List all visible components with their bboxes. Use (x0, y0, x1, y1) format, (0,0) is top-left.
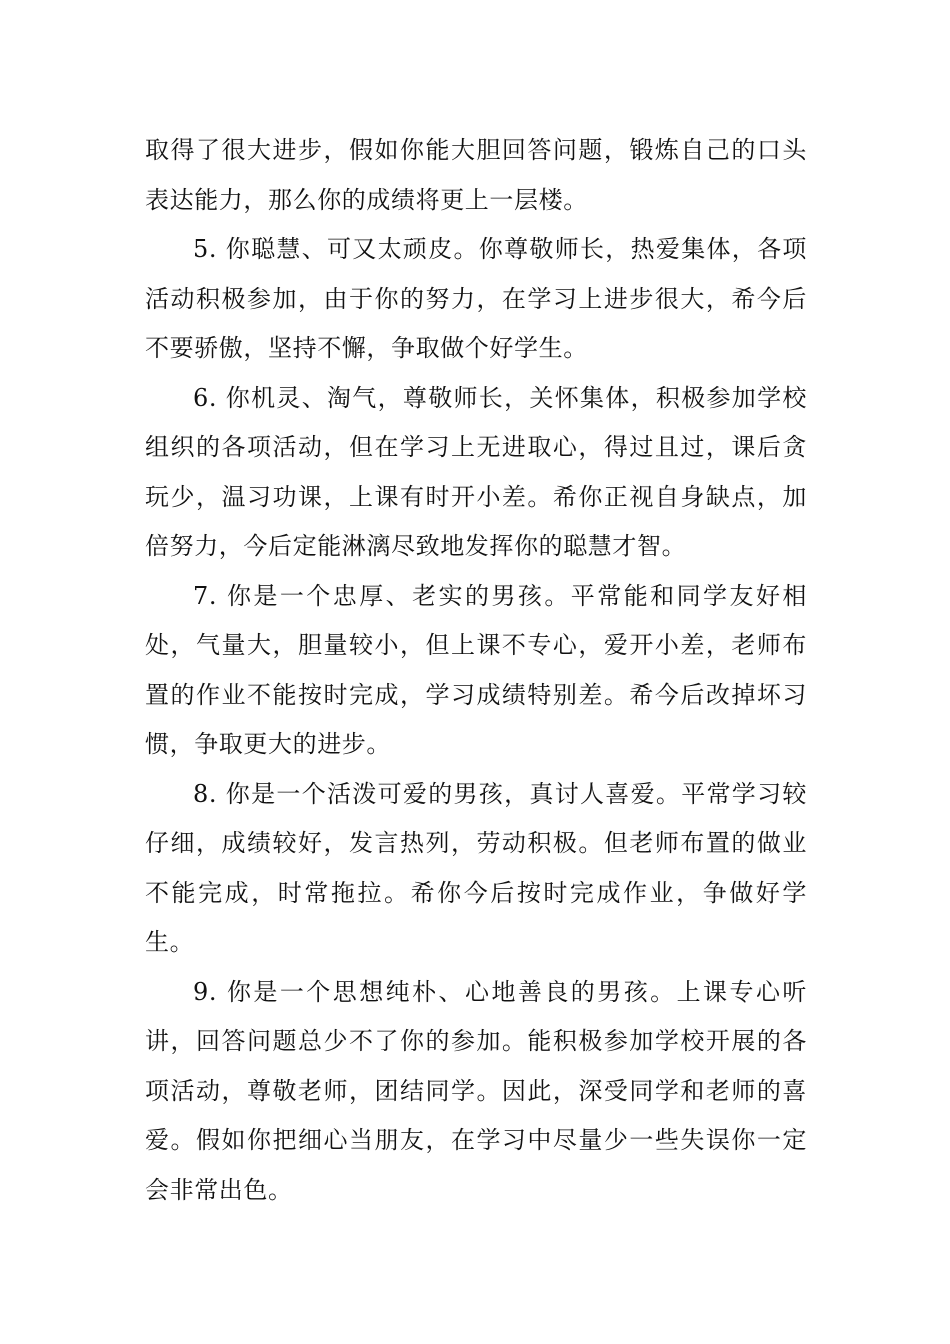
paragraph-text: 你机灵、淘气，尊敬师长，关怀集体，积极参加学校组织的各项活动，但在学习上无进取心，得过且过，课后贪玩少，温习功课，上课有时开小差。希你正视自身缺点，加倍努力，今后定能淋漓尽致地发挥你的聪慧才智。 (145, 383, 807, 560)
paragraph-item-6 (145, 374, 807, 572)
paragraph-item-8 (145, 770, 807, 968)
document-body (145, 126, 807, 1215)
paragraph-text: 你是一个思想纯朴、心地善良的男孩。上课专心听讲，回答问题总少不了你的参加。能积极参加学校开展的各项活动，尊敬老师，团结同学。因此，深受同学和老师的喜爱。假如你把细心当朋友，在学习中尽量少一些失误你一定会非常出色。 (145, 977, 807, 1204)
paragraph-item-9 (145, 968, 807, 1216)
paragraph-item-7 (145, 572, 807, 770)
paragraph-text: 取得了很大进步，假如你能大胆回答问题，锻炼自己的口头表达能力，那么你的成绩将更上一层楼。 (145, 136, 807, 214)
paragraph-text: 你是一个忠厚、老实的男孩。平常能和同学友好相处，气量大，胆量较小，但上课不专心，爱开小差，老师布置的作业不能按时完成，学习成绩特别差。希今后改掉坏习惯，争取更大的进步。 (145, 581, 807, 758)
paragraph-number: 8. (193, 779, 218, 808)
paragraph-text: 你聪慧、可又太顽皮。你尊敬师长，热爱集体，各项活动积极参加，由于你的努力，在学习上进步很大，希今后不要骄傲，坚持不懈，争取做个好学生。 (145, 235, 807, 362)
paragraph-number: 9. (193, 977, 218, 1006)
paragraph-item-5 (145, 225, 807, 374)
paragraph-continuation (145, 126, 807, 225)
paragraph-number: 6. (193, 383, 218, 412)
paragraph-text: 你是一个活泼可爱的男孩，真讨人喜爱。平常学习较仔细，成绩较好，发言热列，劳动积极。但老师布置的做业不能完成，时常拖拉。希你今后按时完成作业，争做好学生。 (145, 779, 807, 956)
paragraph-number: 5. (193, 235, 218, 263)
paragraph-number: 7. (193, 581, 218, 610)
